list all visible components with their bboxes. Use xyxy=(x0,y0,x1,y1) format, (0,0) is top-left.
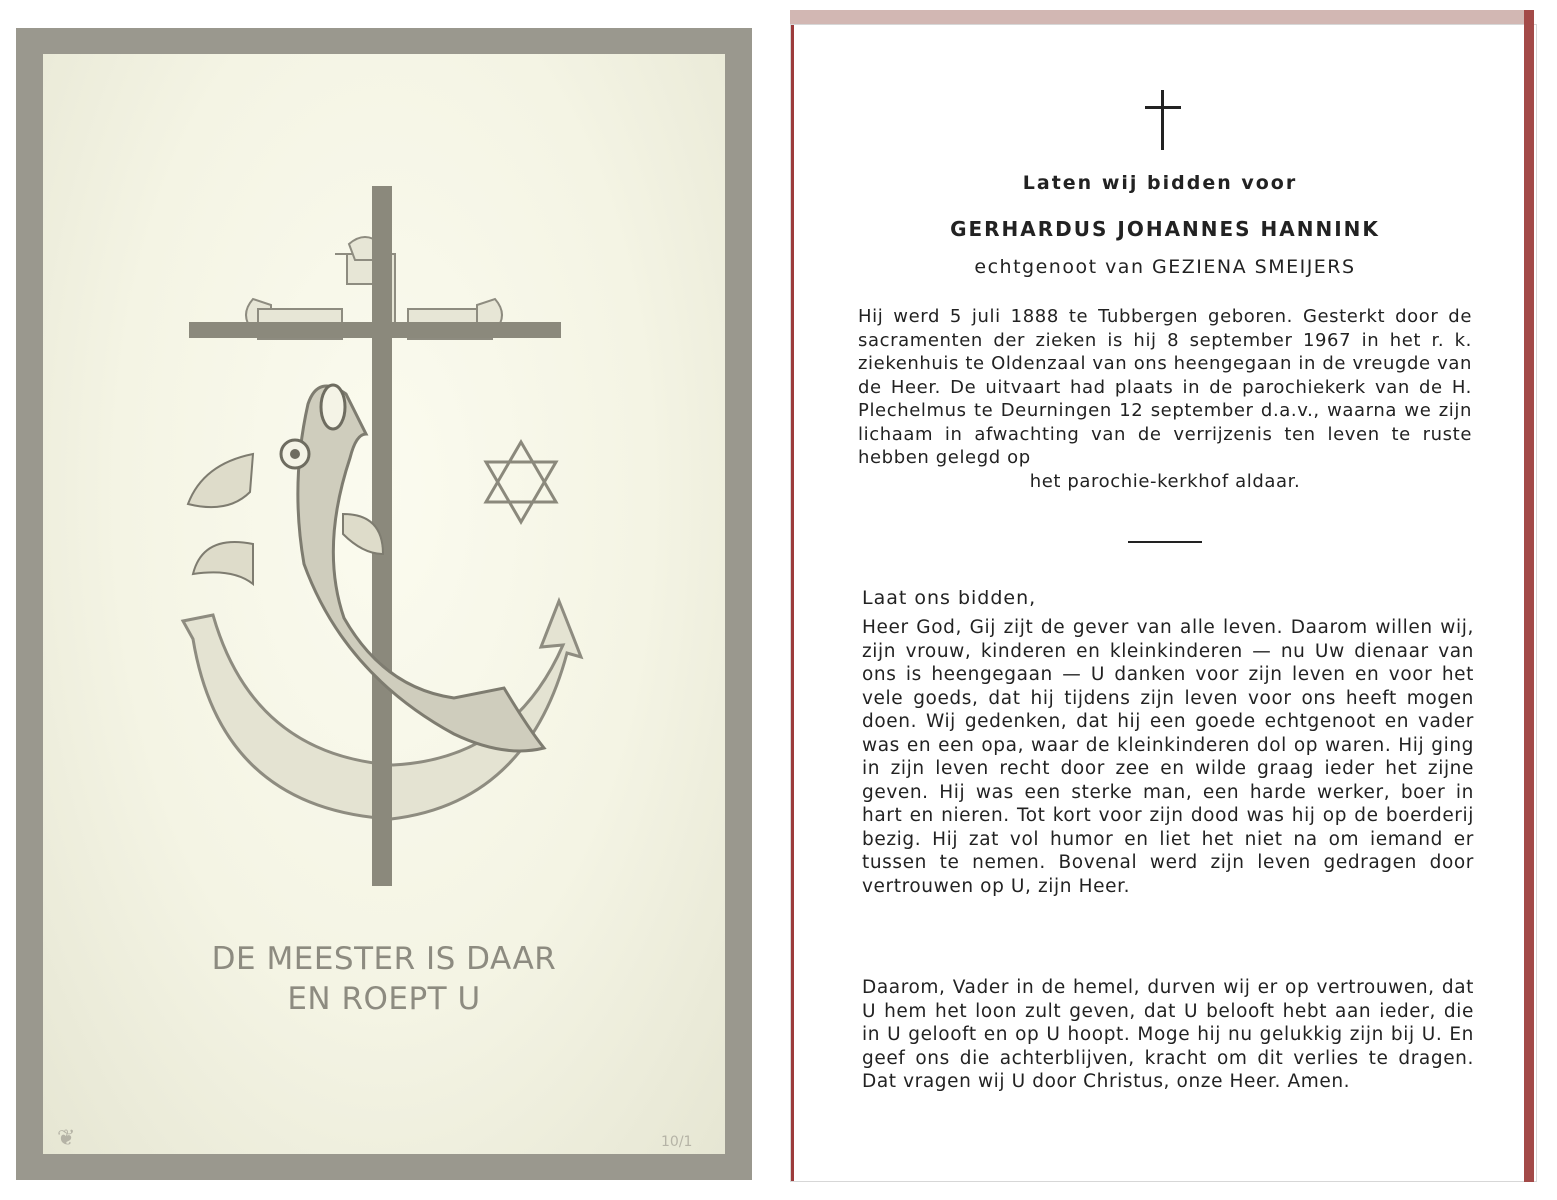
front-motto-line-1: DE MEESTER IS DAAR xyxy=(211,941,557,977)
back-card-side-edge xyxy=(1524,10,1534,1182)
biography xyxy=(858,305,1472,493)
cross-anchor-fish-emblem xyxy=(43,54,725,934)
biography-text: Hij werd 5 juli 1888 te Tubbergen geboren. Gesterkt door de sacramenten der zieken is hij 8 september 1967 in het r. k. ziekenhuis te Oldenzaal van ons heengegaan in de vreugde van de Heer. De uitvaart had plaats in de parochiekerk van de H. Plechelmus te Deurningen 12 september d.a.v., waarna we zijn lichaam in afwachting van de verrijzenis ten leven te ruste hebben gelegd op xyxy=(858,306,1472,468)
intro-line: Laten wij bidden voor xyxy=(1022,172,1298,194)
latin-cross-icon xyxy=(1145,90,1181,150)
back-card-top-edge xyxy=(790,10,1534,24)
front-card xyxy=(16,28,752,1180)
spouse-line: echtgenoot van GEZIENA SMEIJERS xyxy=(974,256,1356,278)
star-of-david-icon xyxy=(486,442,556,522)
prayer-paragraph-2: Daarom, Vader in de hemel, durven wij er op vertrouwen, dat U hem het loon zult geven, dat U belooft hebt aan ieder, die in U gelooft en op U hoopt. Moge hij nu gelukkig zijn bij U. En geef ons die achterblijven, kracht om dit verlies te dragen. Dat vragen wij U door Christus, onze Heer. Amen. xyxy=(862,977,1474,1092)
separator-line xyxy=(1128,541,1202,543)
print-code: 10/1 xyxy=(661,1134,693,1150)
deceased-name: GERHARDUS JOHANNES HANNINK xyxy=(950,217,1380,241)
front-card-inner xyxy=(43,54,725,1154)
front-motto-line-2: EN ROEPT U xyxy=(287,981,481,1017)
biography-last-line: het parochie-kerkhof aldaar. xyxy=(1029,470,1301,492)
prayer-paragraph-1: Heer God, Gij zijt de gever van alle leven. Daarom willen wij, zijn vrouw, kinderen en kleinkinderen — nu Uw dienaar van ons is heengegaan — U danken voor zijn leven en voor het vele goeds, dat hij tijdens zijn leven voor ons heeft mogen doen. Wij gedenken, dat hij een goede echtgenoot en vader was en een opa, waar de kleinkinderen dol op waren. Hij ging in zijn leven recht door zee en wilde graag ieder het zijne geven. Hij was een sterke man, een harde werker, boer in hart en nieren. Tot kort voor zijn dood was hij op de boerderij bezig. Hij zat vol humor en liet het niet na om iemand er tussen te nemen. Bovenal werd zijn leven gedragen door vertrouwen op U, zijn Heer. xyxy=(862,617,1474,897)
cross-beam xyxy=(189,322,561,338)
prayer-title: Laat ons bidden, xyxy=(862,587,1037,609)
publisher-logo-icon: ❦ xyxy=(57,1126,76,1151)
